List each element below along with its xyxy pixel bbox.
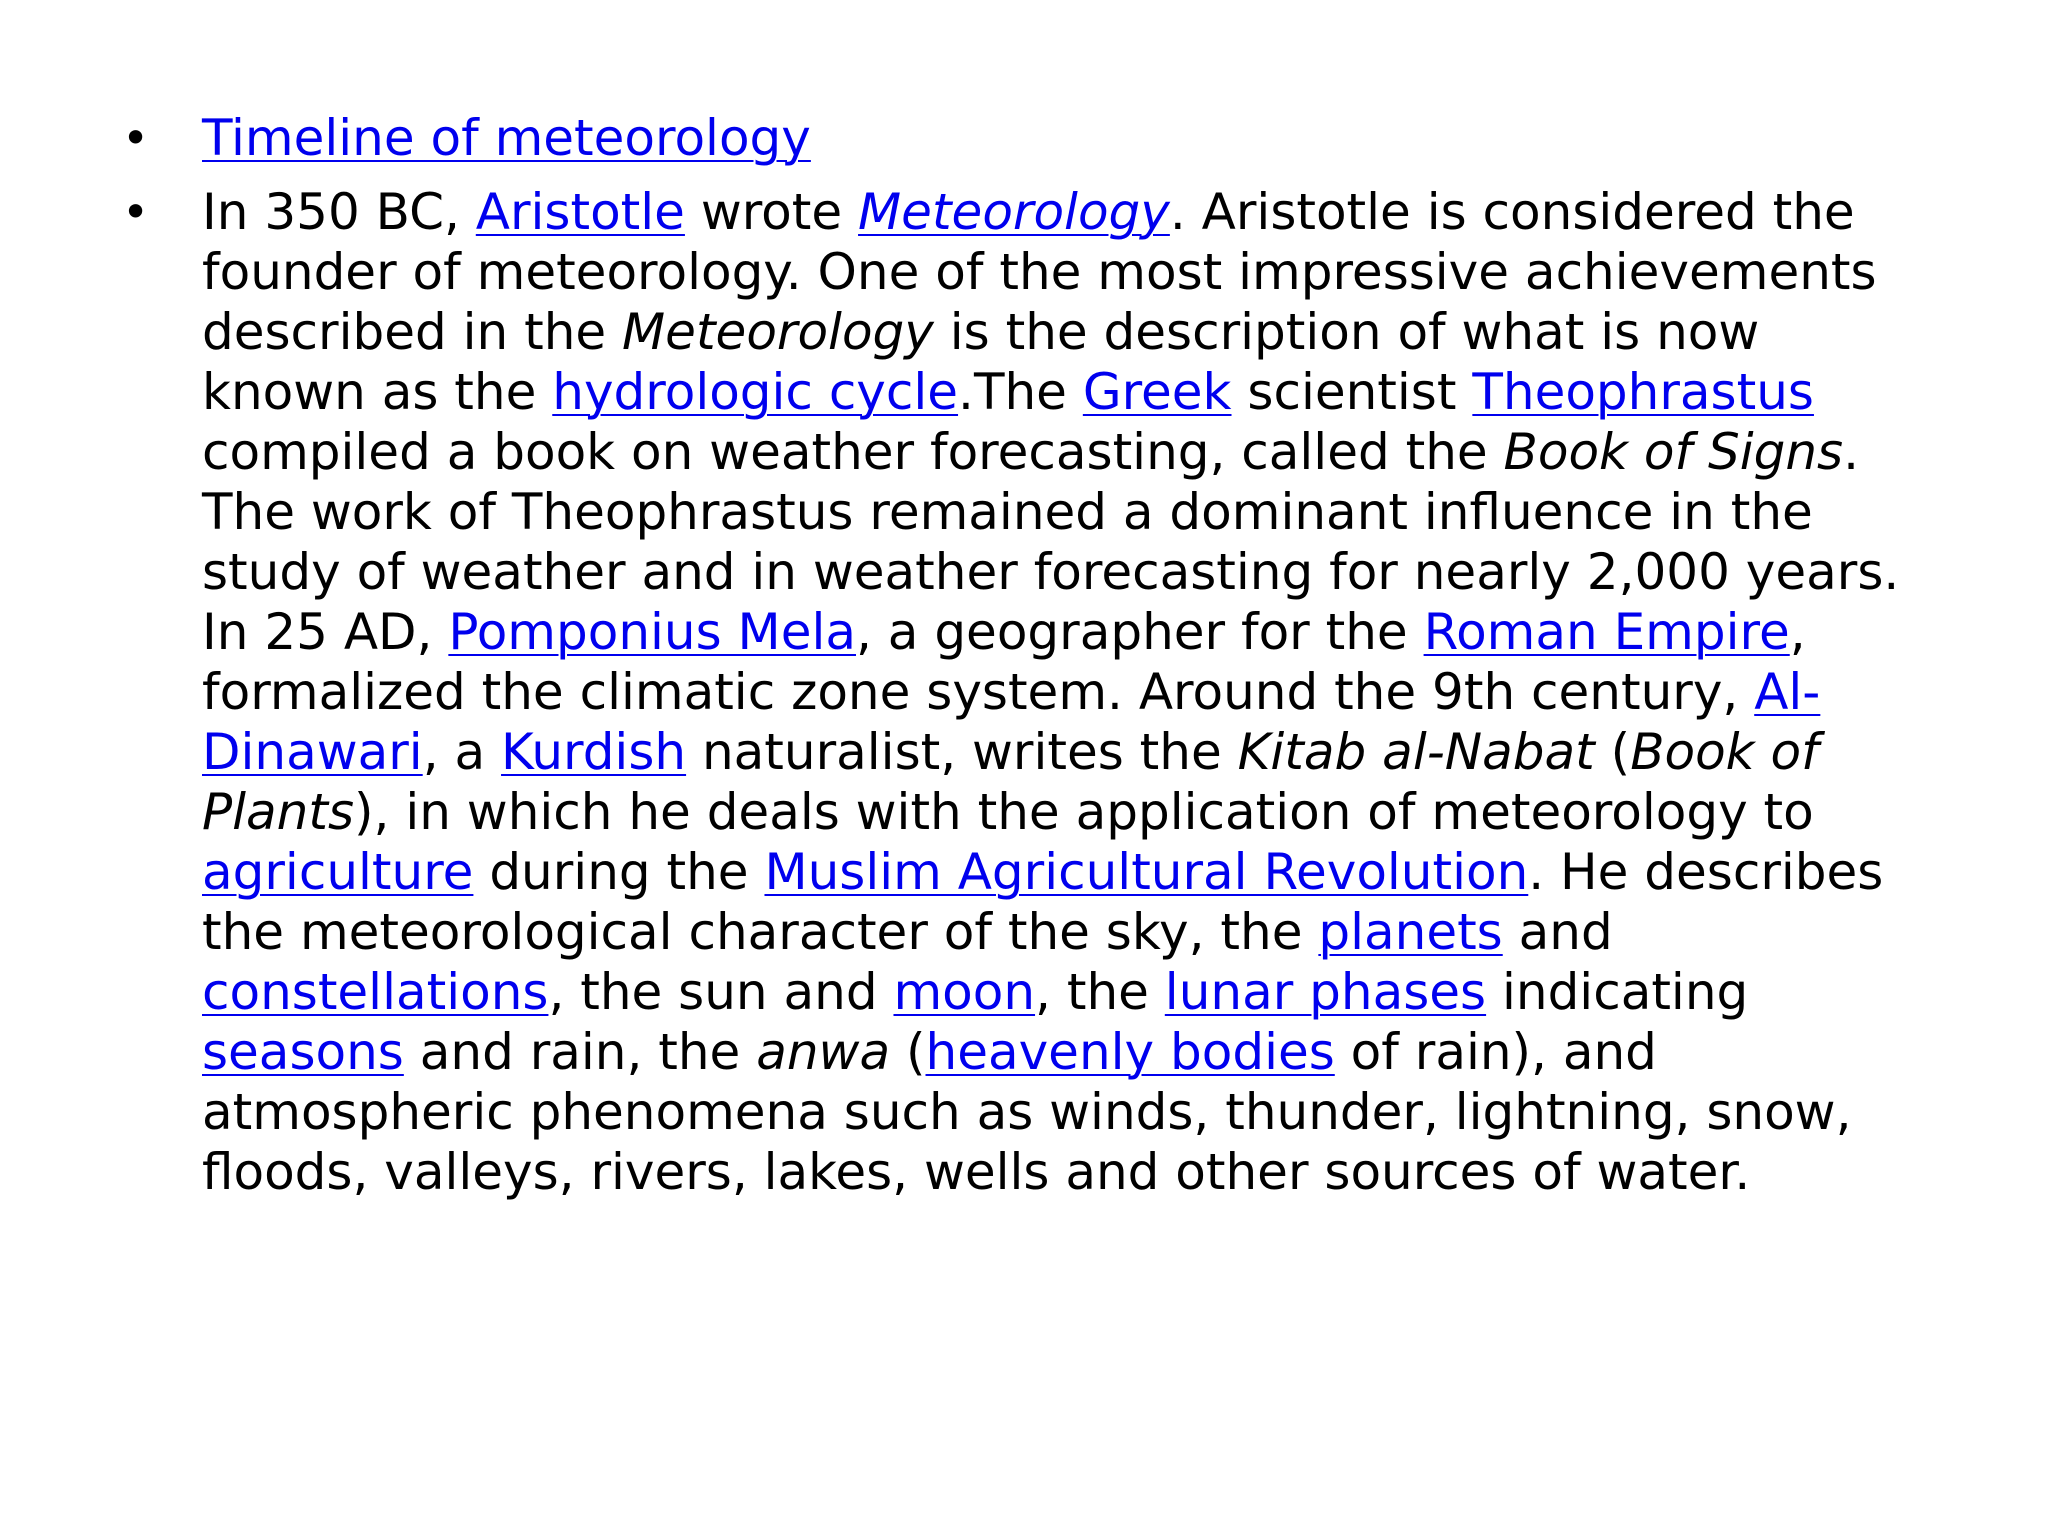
wiki-link[interactable]: Muslim Agricultural Revolution [764, 843, 1529, 901]
wiki-link[interactable]: moon [893, 963, 1036, 1021]
text-run: .The [958, 363, 1083, 421]
wiki-link[interactable]: Theophrastus [1472, 363, 1814, 421]
text-run: . The work of Theophrastus remained a dominant influence in the study of weather and in weather forecasting for nearly 2,000 years. In 25 AD, [202, 423, 1900, 661]
bullet-text [202, 109, 811, 167]
text-run: is the description of what is now known as the [202, 303, 1760, 421]
bullet-item [120, 108, 1920, 168]
bullet-list [120, 108, 1920, 1216]
italic-text: Kitab al-Nabat [1237, 723, 1595, 781]
wiki-link[interactable]: Pomponius Mela [448, 603, 856, 661]
wiki-link[interactable]: planets [1318, 903, 1503, 961]
bullet-dot-icon: • [122, 111, 150, 165]
bullet-text [202, 183, 1899, 1201]
text-run: . He describes the meteorological character of the sky, the [202, 843, 1884, 961]
wiki-link[interactable]: Greek [1082, 363, 1232, 421]
wiki-link[interactable]: Roman Empire [1423, 603, 1790, 661]
text-run: ( [890, 1023, 926, 1081]
wiki-link[interactable]: Timeline of meteorology [202, 109, 811, 167]
text-run: naturalist, writes the [686, 723, 1238, 781]
text-run: and [1502, 903, 1613, 961]
italic-text: Book of Plants [202, 723, 1819, 841]
wiki-link[interactable]: constellations [202, 963, 549, 1021]
wiki-link[interactable]: heavenly bodies [925, 1023, 1335, 1081]
text-run: In 350 BC, [202, 183, 476, 241]
text-run: ( [1594, 723, 1631, 781]
text-run: , a geographer for the [856, 603, 1424, 661]
text-run: , the sun and [548, 963, 894, 1021]
text-run: scientist [1231, 363, 1473, 421]
text-run: , a [422, 723, 502, 781]
text-run: and rain, the [403, 1023, 757, 1081]
italic-text: Book of Signs [1503, 423, 1844, 481]
wiki-link[interactable]: Aristotle [475, 183, 685, 241]
text-run: during the [473, 843, 765, 901]
wiki-link[interactable]: seasons [202, 1023, 404, 1081]
italic-text: Meteorology [622, 303, 934, 361]
text-run: , formalized the climatic zone system. Around the 9th century, [202, 603, 1806, 721]
text-run: indicating [1486, 963, 1749, 1021]
text-run: . Aristotle is considered the founder of meteorology. One of the most impressive achievements described in the [202, 183, 1877, 361]
wiki-link[interactable]: agriculture [202, 843, 474, 901]
wiki-link[interactable]: Kurdish [501, 723, 687, 781]
text-run: ), in which he deals with the application of meteorology to [354, 783, 1814, 841]
text-run: compiled a book on weather forecasting, called the [202, 423, 1504, 481]
wiki-link[interactable]: Meteorology [858, 183, 1170, 241]
italic-text: anwa [756, 1023, 891, 1081]
wiki-link[interactable]: hydrologic cycle [552, 363, 959, 421]
wiki-link[interactable]: Al-Dinawari [202, 663, 1821, 781]
bullet-dot-icon: • [122, 185, 150, 239]
wiki-link[interactable]: lunar phases [1164, 963, 1487, 1021]
text-run: of rain), and atmospheric phenomena such as winds, thunder, lightning, snow, floods, valleys, rivers, lakes, wells and other sources of water. [202, 1023, 1852, 1201]
text-run: wrote [684, 183, 859, 241]
bullet-item [120, 182, 1920, 1202]
text-run: , the [1035, 963, 1165, 1021]
